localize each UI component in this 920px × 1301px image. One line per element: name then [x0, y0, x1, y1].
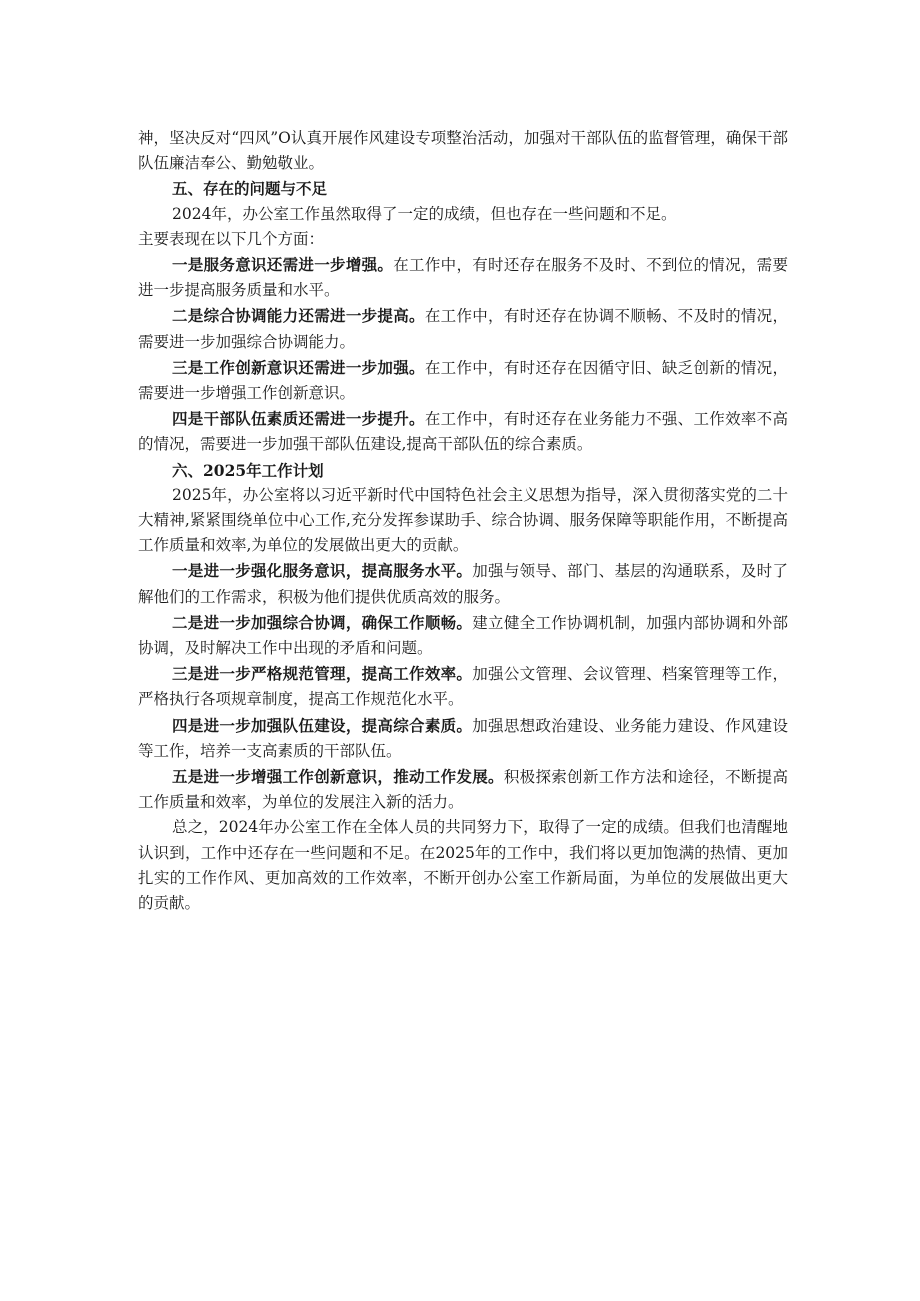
section-heading-5: 五、存在的问题与不足	[172, 179, 328, 199]
plan-item-4	[138, 713, 788, 764]
paragraph-problems-intro-cont: 主要表现在以下几个方面：	[138, 229, 325, 248]
plan-item-2	[138, 610, 788, 661]
plan-text: 加强公文管理、会议管理、档案管理等工作，严格执行各项规章制度，提高工作规范化水平。	[138, 665, 788, 709]
plan-item-3	[138, 661, 788, 712]
plan-lead: 一是进一步强化服务意识，提高服务水平。	[172, 561, 473, 581]
plan-item-5	[138, 764, 788, 815]
issue-text: 在工作中，有时还存在因循守旧、缺乏创新的情况，需要进一步增强工作创新意识。	[138, 358, 788, 403]
issue-text: 在工作中，有时还存在服务不及时、不到位的情况，需要进一步提高服务质量和水平。	[138, 256, 788, 300]
issue-lead: 三是工作创新意识还需进一步加强。	[172, 357, 425, 377]
section-heading-6: 六、2025年工作计划	[172, 460, 324, 480]
issue-item-1	[138, 252, 788, 303]
issue-lead: 二是综合协调能力还需进一步提高。	[172, 306, 425, 326]
plan-lead: 三是进一步严格规范管理，提高工作效率。	[172, 664, 473, 684]
plan-text: 加强与领导、部门、基层的沟通联系，及时了解他们的工作需求，积极为他们提供优质高效的服务。	[138, 562, 788, 606]
issue-item-3	[138, 355, 788, 406]
issue-item-4	[138, 406, 788, 457]
plan-lead: 二是进一步加强综合协调，确保工作顺畅。	[172, 612, 473, 632]
plan-text: 加强思想政治建设、业务能力建设、作风建设等工作，培养一支高素质的干部队伍。	[138, 716, 788, 760]
paragraph-summary: 总之，2024年办公室工作在全体人员的共同努力下，取得了一定的成绩。但我们也清醒地认识到，工作中还存在一些问题和不足。在2025年的工作中，我们将以更加饱满的热情、更加扎实的工作作风、更加高效的工作效率，不断开创办公室工作新局面，为单位的发展做出更大的贡献。	[138, 818, 788, 913]
paragraph-problems-intro: 2024年，办公室工作虽然取得了一定的成绩，但也存在一些问题和不足。	[172, 204, 677, 223]
issue-lead: 一是服务意识还需进一步增强。	[172, 255, 394, 275]
issue-lead: 四是干部队伍素质还需进一步提升。	[172, 409, 425, 429]
document-body	[138, 126, 788, 916]
plan-item-1	[138, 558, 788, 609]
paragraph-plan-intro: 2025年，办公室将以习近平新时代中国特色社会主义思想为指导，深入贯彻落实党的二十大精神,紧紧围绕单位中心工作,充分发挥参谋助手、综合协调、服务保障等职能作用，不断提高工作质量和效率,为单位的发展做出更大的贡献。	[138, 485, 788, 555]
plan-lead: 四是进一步加强队伍建设，提高综合素质。	[172, 715, 473, 735]
plan-text: 积极探索创新工作方法和途径，不断提高工作质量和效率，为单位的发展注入新的活力。	[138, 768, 788, 812]
paragraph-continued: 神，坚决反对“四风”O认真开展作风建设专项整治活动，加强对干部队伍的监督管理，确保干部队伍廉洁奉公、勤勉敬业。	[138, 129, 788, 173]
issue-text: 在工作中，有时还存在业务能力不强、工作效率不高的情况，需要进一步加强干部队伍建设,提高干部队伍的综合素质。	[138, 410, 788, 454]
issue-text: 在工作中，有时还存在协调不顺畅、不及时的情况，需要进一步加强综合协调能力。	[138, 307, 788, 351]
issue-item-2	[138, 303, 788, 354]
plan-text: 建立健全工作协调机制，加强内部协调和外部协调，及时解决工作中出现的矛盾和问题。	[138, 613, 788, 658]
plan-lead: 五是进一步增强工作创新意识，推动工作发展。	[172, 767, 504, 787]
